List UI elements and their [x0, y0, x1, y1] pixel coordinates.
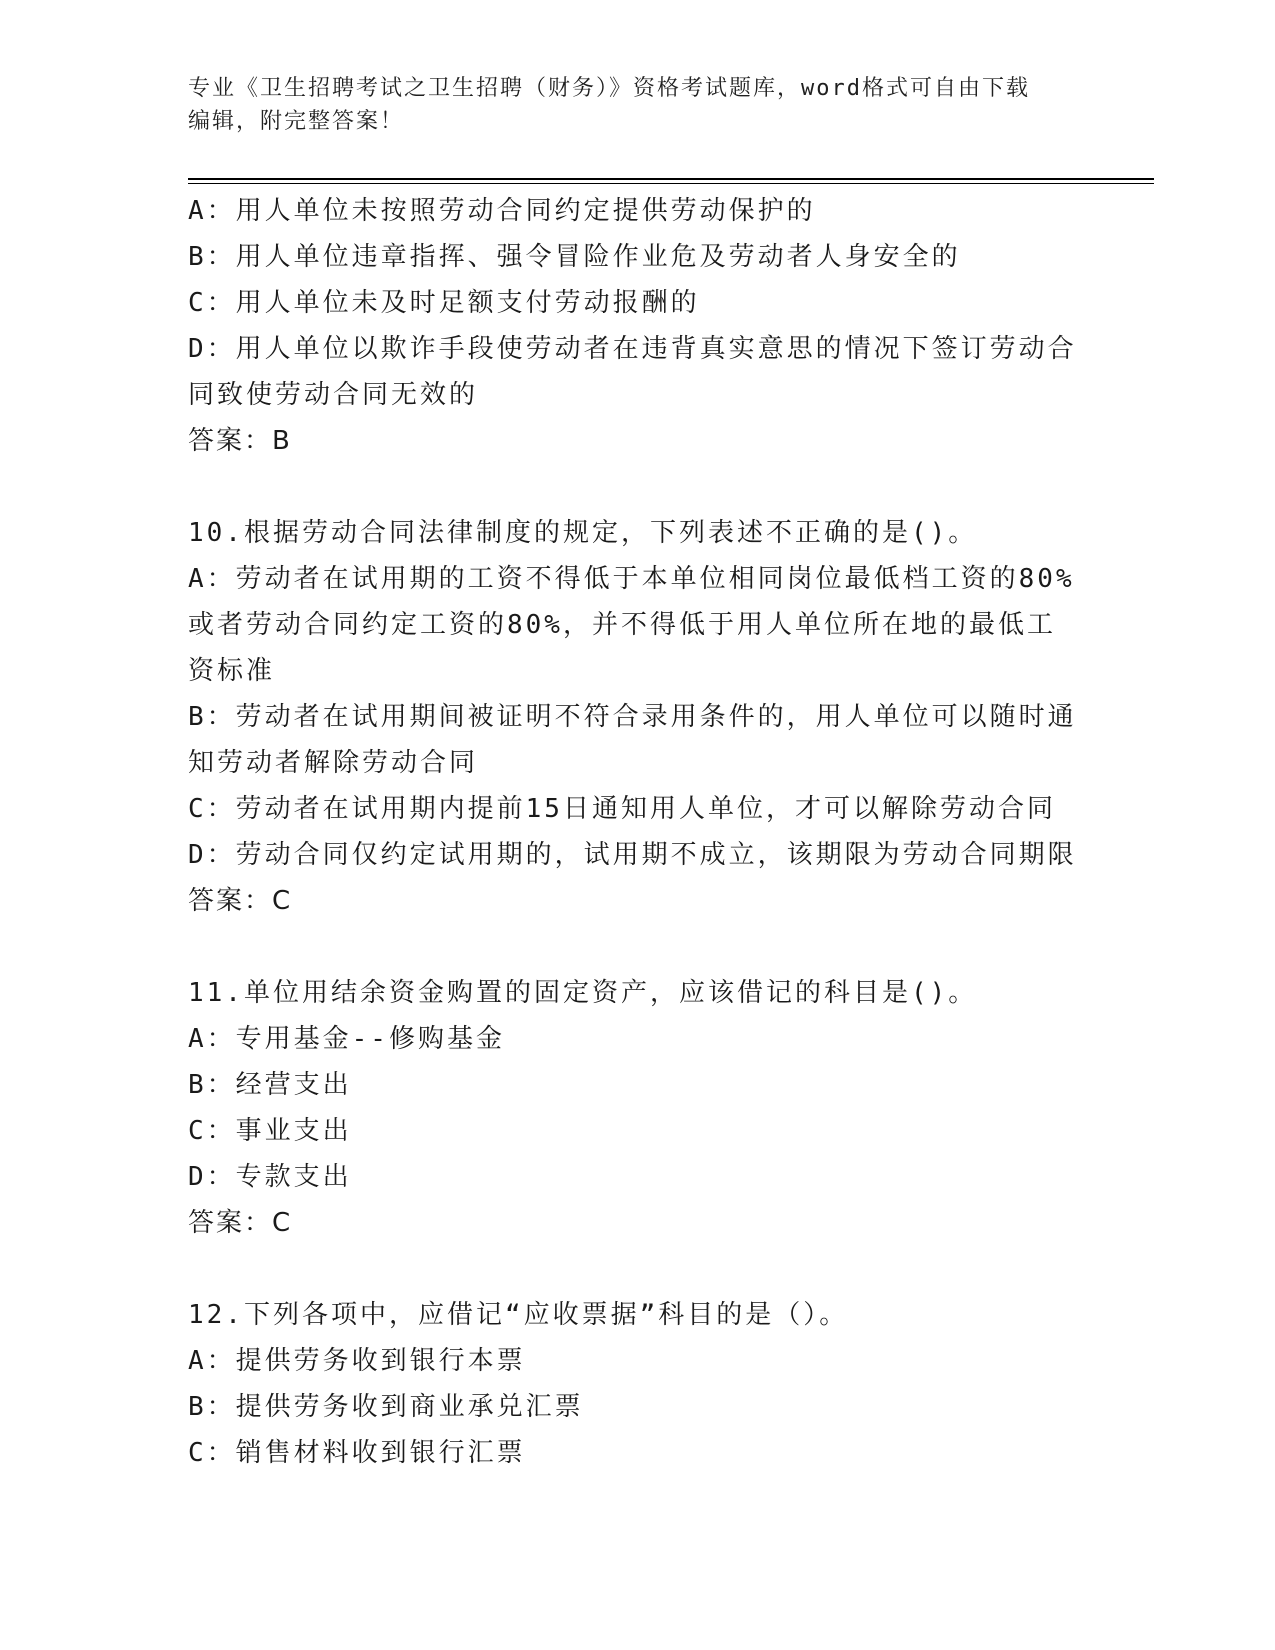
- spacer: [188, 1246, 1088, 1292]
- option-d-cont: 同致使劳动合同无效的: [188, 380, 479, 410]
- question-11: [188, 970, 1088, 1246]
- spacer: [188, 924, 1088, 970]
- option-d: D：用人单位以欺诈手段使劳动者在违背真实意思的情况下签订劳动合: [188, 334, 1077, 364]
- question-text: 11.单位用结余资金购置的固定资产，应该借记的科目是()。: [188, 978, 978, 1008]
- option-b: B：经营支出: [188, 1070, 352, 1100]
- document-header: [188, 72, 1088, 138]
- spacer: [188, 464, 1088, 510]
- option-c: C：事业支出: [188, 1116, 352, 1146]
- option-d: D：专款支出: [188, 1162, 352, 1192]
- header-line-2: 编辑，附完整答案！: [188, 109, 405, 134]
- option-a: A：专用基金--修购基金: [188, 1024, 505, 1054]
- option-a-cont: 或者劳动合同约定工资的80%，并不得低于用人单位所在地的最低工: [188, 610, 1056, 640]
- question-text: 12.下列各项中，应借记“应收票据”科目的是（）。: [188, 1300, 849, 1330]
- option-b-cont: 知劳动者解除劳动合同: [188, 748, 479, 778]
- header-divider-thick: [188, 178, 1154, 180]
- option-c: C：销售材料收到银行汇票: [188, 1438, 526, 1468]
- answer: 答案：C: [188, 1208, 293, 1238]
- question-12: [188, 1292, 1088, 1476]
- question-text: 10.根据劳动合同法律制度的规定，下列表述不正确的是()。: [188, 518, 978, 548]
- option-c: C：用人单位未及时足额支付劳动报酬的: [188, 288, 700, 318]
- option-a: A：劳动者在试用期的工资不得低于本单位相同岗位最低档工资的80%: [188, 564, 1075, 594]
- header-line-1: 专业《卫生招聘考试之卫生招聘（财务）》资格考试题库，word格式可自由下载: [188, 76, 1030, 101]
- question-list: [188, 188, 1088, 1476]
- option-c: C：劳动者在试用期内提前15日通知用人单位，才可以解除劳动合同: [188, 794, 1056, 824]
- option-b: B：用人单位违章指挥、强令冒险作业危及劳动者人身安全的: [188, 242, 961, 272]
- option-b: B：劳动者在试用期间被证明不符合录用条件的，用人单位可以随时通: [188, 702, 1077, 732]
- question-9: [188, 188, 1088, 464]
- answer: 答案：C: [188, 886, 293, 916]
- answer: 答案：B: [188, 426, 292, 456]
- option-a-cont: 资标准: [188, 656, 276, 686]
- option-b: B：提供劳务收到商业承兑汇票: [188, 1392, 584, 1422]
- option-a: A：提供劳务收到银行本票: [188, 1346, 526, 1376]
- option-d: D：劳动合同仅约定试用期的，试用期不成立，该期限为劳动合同期限: [188, 840, 1077, 870]
- header-divider-thin: [188, 183, 1154, 184]
- option-a: A：用人单位未按照劳动合同约定提供劳动保护的: [188, 196, 816, 226]
- question-10: [188, 510, 1088, 924]
